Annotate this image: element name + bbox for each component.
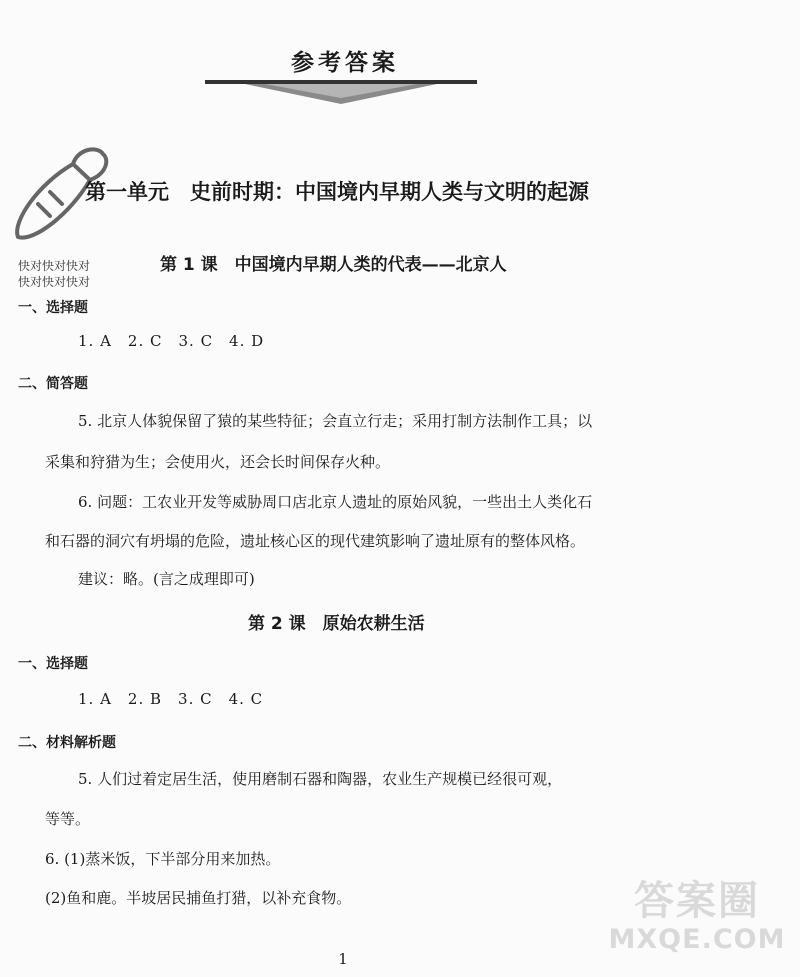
watermark-url: MXQE.COM (608, 924, 786, 955)
answer-item: 1. A (78, 332, 112, 350)
lesson-2-section-material: 二、材料解析题 (18, 735, 116, 751)
title-arrow-rule (205, 80, 477, 106)
lesson-2-title: 第 2 课 原始农耕生活 (248, 614, 425, 634)
answer-item: 4. D (229, 332, 265, 350)
answer-item: 3. C (178, 690, 213, 708)
lesson-2-q6-line2: (2)鱼和鹿。半坡居民捕鱼打猎，以补充食物。 (45, 889, 352, 907)
watermark-logo-text: 答案圈 (634, 878, 760, 924)
answer-item: 1. A (78, 690, 112, 708)
answer-item: 4. C (228, 690, 264, 708)
lesson-1-section-choice: 一、选择题 (18, 300, 88, 316)
lesson-1-q5-line1: 5. 北京人体貌保留了猿的某些特征；会直立行走；采用打制方法制作工具；以 (78, 412, 593, 430)
lesson-1-title: 第 1 课 中国境内早期人类的代表——北京人 (160, 255, 507, 275)
stamp-text-1: 快对快对快对 (18, 259, 91, 273)
lesson-2-choice-answers (78, 690, 279, 708)
lesson-2-q5-line2: 等等。 (45, 810, 91, 828)
lesson-2-q6-line1: 6. (1)蒸米饭，下半部分用来加热。 (45, 850, 281, 868)
page-number: 1 (338, 950, 348, 968)
lesson-1-q5-line2: 采集和狩猎为生；会使用火，还会长时间保存火种。 (45, 453, 391, 471)
lesson-1-q6-line1: 6. 问题：工农业开发等威胁周口店北京人遗址的原始风貌，一些出土人类化石 (78, 493, 593, 511)
lesson-1-choice-answers (78, 332, 280, 350)
unit-title: 第一单元 史前时期：中国境内早期人类与文明的起源 (85, 179, 589, 204)
page-title: 参考答案 (291, 49, 399, 76)
watermark (602, 878, 792, 956)
answer-item: 2. C (127, 332, 163, 350)
answer-item: 2. B (127, 690, 163, 708)
lesson-2-section-choice: 一、选择题 (18, 656, 88, 672)
lesson-1-section-short: 二、简答题 (18, 376, 88, 392)
lesson-1-q6-line2: 和石器的洞穴有坍塌的危险，遗址核心区的现代建筑影响了遗址原有的整体风格。 (45, 532, 586, 550)
lesson-2-q5-line1: 5. 人们过着定居生活，使用磨制石器和陶器，农业生产规模已经很可观， (78, 770, 563, 788)
answer-item: 3. C (178, 332, 214, 350)
stamp-text-2: 快对快对快对 (18, 275, 91, 289)
lesson-1-q6-line3: 建议：略。(言之成理即可) (78, 570, 255, 588)
